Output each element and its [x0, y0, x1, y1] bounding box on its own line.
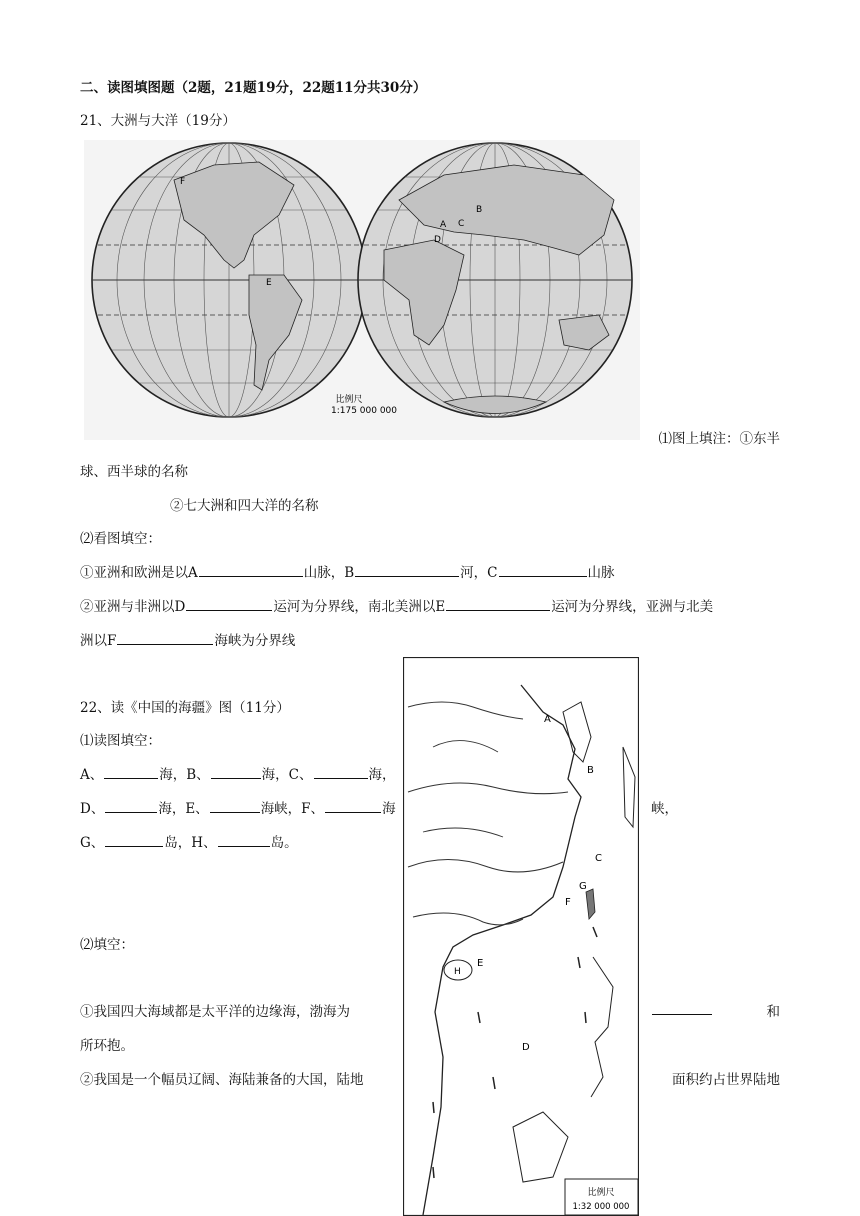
china-map-scale-label: 比例尺: [587, 1188, 615, 1198]
q22-fill1-end: 和: [766, 1004, 780, 1020]
blank-c[interactable]: [314, 764, 368, 779]
map-label-d: D: [434, 235, 441, 245]
q22-title: 22、读《中国的海疆》图（11分）: [80, 700, 290, 716]
text: 岛，H、: [164, 835, 217, 851]
blank-b[interactable]: [355, 562, 459, 577]
world-map-scale-label: 比例尺: [335, 395, 363, 405]
text: 岛。: [270, 835, 298, 851]
china-map-label-b: B: [587, 765, 594, 776]
map-label-b: B: [476, 205, 483, 215]
map-label-c: C: [458, 219, 465, 229]
text: 海，B、: [159, 767, 210, 783]
text: 海，E、: [158, 801, 209, 817]
text: 海峡，F、: [260, 801, 325, 817]
q22-fill1-line-a: ①我国四大海域都是太平洋的边缘海，渤海为: [80, 1004, 350, 1020]
blank-e[interactable]: [446, 596, 550, 611]
blank-e[interactable]: [210, 798, 260, 813]
q22-fill-line-2-end: 峡，: [651, 801, 678, 817]
text: 洲以F: [80, 633, 117, 649]
q22-part2-title: ⑵填空：: [80, 937, 134, 953]
blank-h[interactable]: [218, 832, 270, 847]
china-map-label-d: D: [522, 1042, 530, 1053]
text: 海，C、: [261, 767, 313, 783]
q22-fill2-line-a: ②我国是一个幅员辽阔、海陆兼备的大国，陆地: [80, 1072, 364, 1088]
q22-part1-title: ⑴读图填空：: [80, 733, 161, 749]
world-map-scale-value: 1:175 000 000: [330, 406, 398, 416]
blank-a[interactable]: [104, 764, 158, 779]
q22-fill1-blank: [651, 1000, 713, 1019]
map-label-e: E: [266, 278, 272, 288]
section-heading: 二、读图填图题（2题，21题19分，22题11分共30分）: [80, 80, 427, 96]
china-map-label-c: C: [595, 853, 602, 864]
text: 海峡为分界线: [214, 633, 296, 649]
q21-part1-line-a: ⑴图上填注：①东半: [658, 431, 780, 447]
china-seas-map: [403, 657, 639, 1216]
q22-fill2-end: 面积约占世界陆地: [672, 1072, 780, 1088]
map-label-a: A: [440, 220, 447, 230]
text: 山脉: [587, 565, 615, 581]
q21-fill-line-2: [80, 595, 713, 615]
text: D、: [80, 801, 105, 817]
blank-bohai[interactable]: [652, 1000, 712, 1015]
text: G、: [80, 835, 105, 851]
world-hemispheres-map: [84, 140, 640, 440]
china-map-label-f: F: [565, 897, 571, 908]
blank-g[interactable]: [105, 832, 163, 847]
blank-d[interactable]: [186, 596, 272, 611]
q21-fill-line-1: [80, 561, 615, 581]
text: 运河为分界线，亚洲与北美: [551, 599, 714, 615]
china-map-label-a: A: [544, 714, 551, 725]
map-label-f: F: [180, 177, 186, 187]
china-map-label-g: G: [579, 881, 587, 892]
text: 海: [382, 801, 396, 817]
q22-fill-line-2: [80, 797, 396, 817]
western-hemisphere: [92, 143, 366, 417]
text: ①亚洲和欧洲是以A: [80, 565, 198, 581]
q22-fill1-line-b: 所环抱。: [80, 1038, 134, 1054]
q22-fill-line-1: [80, 763, 396, 783]
text: A、: [80, 767, 104, 783]
blank-d[interactable]: [105, 798, 157, 813]
blank-c[interactable]: [499, 562, 587, 577]
text: 海，: [368, 767, 396, 783]
text: 运河为分界线，南北美洲以E: [273, 599, 446, 615]
blank-a[interactable]: [199, 562, 303, 577]
q21-part1-line-b: 球、西半球的名称: [80, 464, 188, 480]
china-map-label-e: E: [477, 958, 484, 969]
china-map-scale-value: 1:32 000 000: [572, 1202, 630, 1212]
blank-f[interactable]: [117, 630, 213, 645]
text: 河，C: [460, 565, 498, 581]
blank-f[interactable]: [325, 798, 381, 813]
q21-part1-line-c: ②七大洲和四大洋的名称: [170, 498, 319, 514]
q22-fill-line-3: [80, 831, 298, 851]
eastern-hemisphere: [358, 143, 632, 417]
blank-b[interactable]: [211, 764, 261, 779]
q21-title: 21、大洲与大洋（19分）: [80, 113, 236, 129]
text: ②亚洲与非洲以D: [80, 599, 186, 615]
q21-fill-line-3: [80, 629, 295, 649]
text: 山脉，B: [303, 565, 355, 581]
china-map-label-h: H: [454, 967, 461, 977]
q21-part2-title: ⑵看图填空：: [80, 531, 161, 547]
